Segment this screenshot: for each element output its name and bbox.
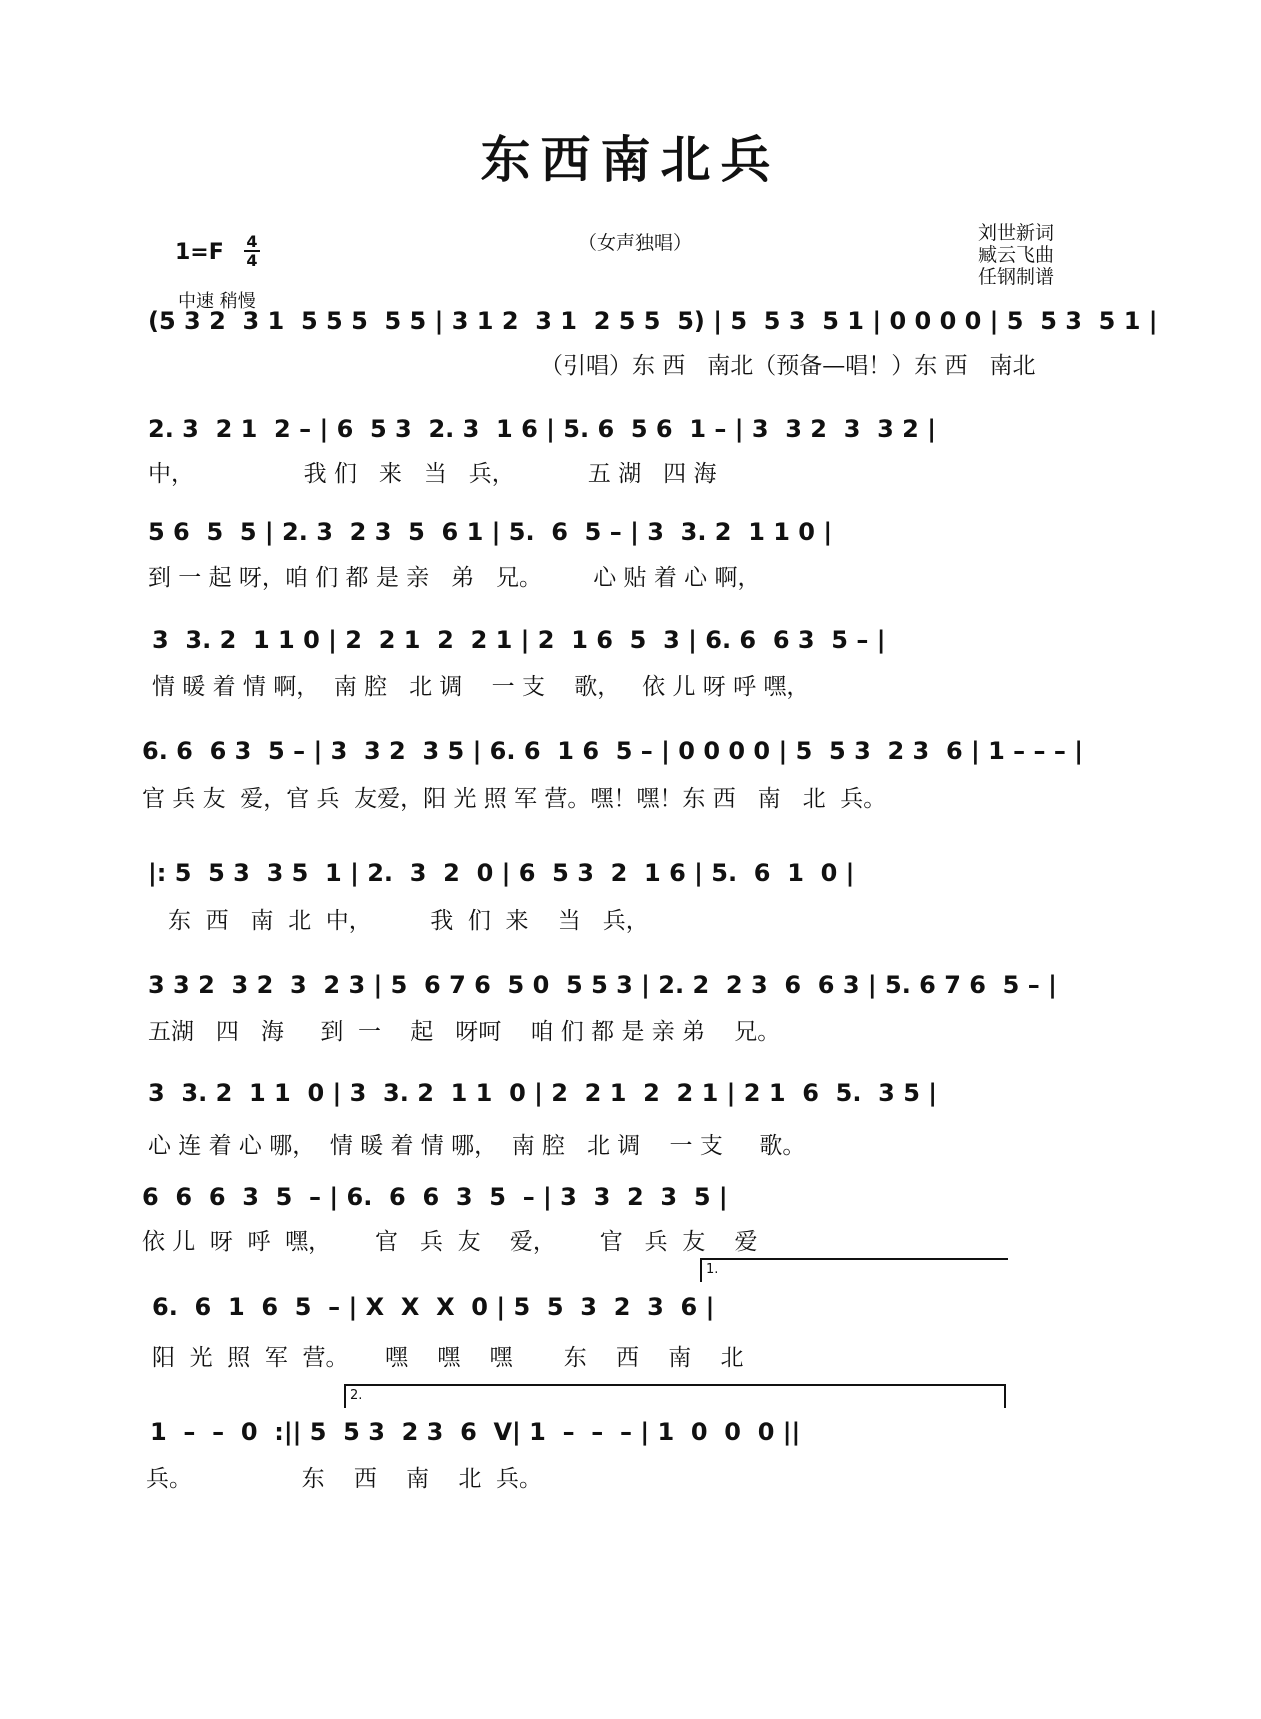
transcriber-credit: 任钢制谱	[978, 266, 1055, 288]
lyric-line: 阳 光 照 军 营。 嘿 嘿 嘿 东 西 南 北	[152, 1345, 744, 1371]
tempo-marking: 中速 稍慢	[178, 291, 256, 312]
second-ending-bracket	[344, 1384, 1006, 1386]
time-signature	[244, 233, 260, 269]
credits	[978, 222, 1054, 288]
first-ending-bracket-tick	[700, 1258, 702, 1282]
notation-line: 6. 6 6 3 5 – | 3 3 2 3 5 | 6. 6 1 6 5 – | 0 0 0 0 | 5 5 3 2 3 6 | 1 – – – |	[142, 737, 1084, 765]
notation-line: 2. 3 2 1 2 – | 6 5 3 2. 3 1 6 | 5. 6 5 6 1 – | 3 3 2 3 3 2 |	[148, 415, 937, 443]
time-signature-top: 4	[246, 232, 258, 251]
performance-note: （女声独唱）	[578, 232, 693, 254]
first-ending-label: 1.	[706, 1262, 719, 1277]
lyric-line: 官 兵 友 爱，官 兵 友爱，阳 光 照 军 营。嘿！嘿！东 西 南 北 兵。	[142, 786, 887, 812]
notation-line: 3 3 2 3 2 3 2 3 | 5 6 7 6 5 0 5 5 3 | 2. 2 2 3 6 6 3 | 5. 6 7 6 5 – |	[148, 971, 1057, 999]
notation-line: 3 3. 2 1 1 0 | 2 2 1 2 2 1 | 2 1 6 5 3 | 6. 6 6 3 5 – |	[152, 626, 886, 654]
lyric-line: 心 连 着 心 哪， 情 暖 着 情 哪， 南 腔 北 调 一 支 歌。	[148, 1133, 806, 1159]
lyric-line: 中， 我 们 来 当 兵， 五 湖 四 海	[148, 461, 717, 487]
notation-line: (5 3 2 3 1 5 5 5 5 5 | 3 1 2 3 1 2 5 5 5) | 5 5 3 5 1 | 0 0 0 0 | 5 5 3 5 1 |	[148, 307, 1158, 335]
second-ending-bracket-end	[1004, 1384, 1006, 1408]
lyric-line: 兵。 东 西 南 北 兵。	[146, 1466, 543, 1492]
lyric-line: 到 一 起 呀，咱 们 都 是 亲 弟 兄。 心 贴 着 心 啊，	[148, 565, 761, 591]
composer-credit: 臧云飞曲	[978, 244, 1055, 266]
time-signature-bottom: 4	[246, 251, 258, 270]
lyricist-credit: 刘世新词	[978, 222, 1055, 244]
notation-line: 6 6 6 3 5 – | 6. 6 6 3 5 – | 3 3 2 3 5 |	[142, 1183, 728, 1211]
lyric-line: 五湖 四 海 到 一 起 呀呵 咱 们 都 是 亲 弟 兄。	[148, 1019, 781, 1045]
second-ending-label: 2.	[350, 1388, 363, 1403]
second-ending-bracket-tick	[344, 1384, 346, 1408]
notation-line: 1 – – 0 :|| 5 5 3 2 3 6 V| 1 – – – | 1 0 0 0 ||	[150, 1418, 801, 1446]
lyric-line: 依 儿 呀 呼 嘿， 官 兵 友 爱， 官 兵 友 爱	[142, 1229, 758, 1255]
notation-line: |: 5 5 3 3 5 1 | 2. 3 2 0 | 6 5 3 2 1 6 | 5. 6 1 0 |	[148, 859, 855, 887]
lyric-line: 东 西 南 北 中， 我 们 来 当 兵，	[168, 908, 649, 934]
lyric-line: （引唱）东 西 南北（预备—唱！）东 西 南北	[540, 353, 1036, 379]
key-signature: 1=F	[175, 240, 224, 265]
lyric-line: 情 暖 着 情 啊， 南 腔 北 调 一 支 歌， 依 儿 呀 呼 嘿，	[152, 674, 810, 700]
song-title: 东西南北兵	[480, 130, 781, 189]
first-ending-bracket	[700, 1258, 1008, 1260]
notation-line: 5 6 5 5 | 2. 3 2 3 5 6 1 | 5. 6 5 – | 3 3. 2 1 1 0 |	[148, 518, 833, 546]
notation-line: 6. 6 1 6 5 – | X X X 0 | 5 5 3 2 3 6 |	[152, 1293, 715, 1321]
notation-line: 3 3. 2 1 1 0 | 3 3. 2 1 1 0 | 2 2 1 2 2 1 | 2 1 6 5. 3 5 |	[148, 1079, 938, 1107]
